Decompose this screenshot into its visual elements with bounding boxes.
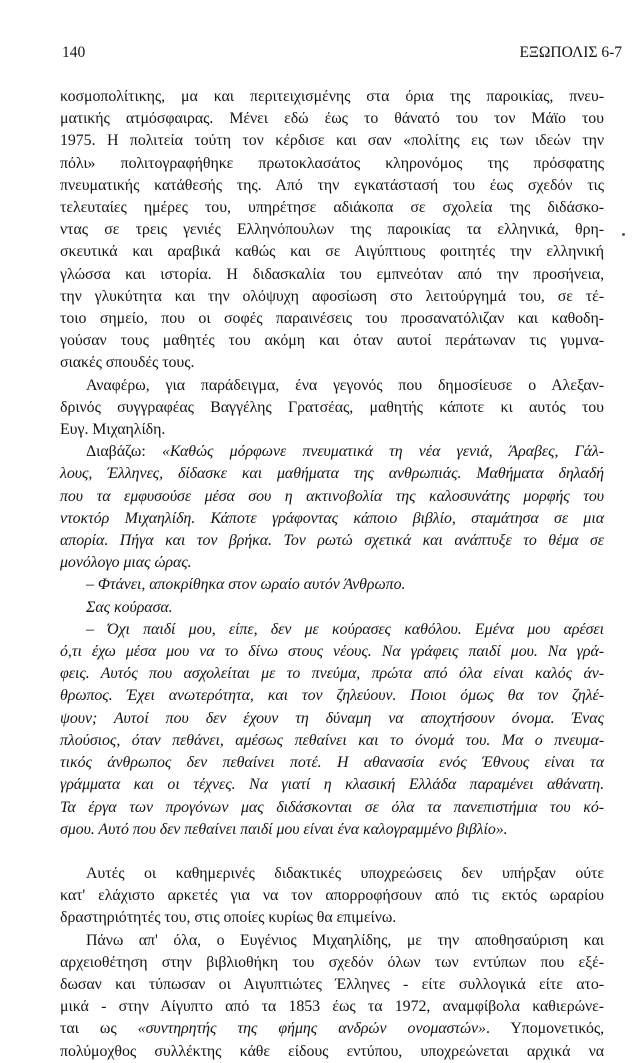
text-line: λους, Έλληνες, δίδασκε και μαθήματα της ανθρωπιάς. Μαθήματα δηλαδή bbox=[60, 465, 604, 483]
text-line: πολύμοχθος συλλέκτης κάθε είδους εντύπου, υποχρεώνεται αρχικά να bbox=[60, 1042, 604, 1060]
text-line: Πάνω απ' όλα, ο Ευγένιος Μιχαηλίδης, με την αποθησαύριση και bbox=[86, 931, 604, 949]
text-line: σιακές σπουδές τους. bbox=[60, 354, 195, 372]
text-line: δρινός συγγραφέας Βαγγέλης Γρατσέας, μαθητής κάποτε κι αυτός του bbox=[60, 398, 604, 416]
paragraph-gap bbox=[60, 841, 604, 863]
text-line: πόλι» πολιτογραφήθηκε πρωτοκλασάτος κληρονόμος της πρόσφατης bbox=[60, 154, 604, 172]
text-line: – Φτάνει, αποκρίθηκα στον ωραίο αυτόν Άνθρωπο. bbox=[86, 576, 406, 594]
text-line: τοιο σημείο, που οι σοφές παραινέσεις του προσανατόλιζαν και καθοδη- bbox=[60, 310, 604, 328]
text-line: θρωπος. Έχει ανωτερότητα, και τον ζηλεύουν. Ποιοι όμως θα τον ζηλέ- bbox=[60, 687, 604, 705]
text-line: πλούσιος, όταν πεθάνει, αμέσως πεθαίνει και το όνομά του. Μα ο πνευμα- bbox=[60, 731, 604, 749]
text-line: μονόλογο μιας ώρας. bbox=[60, 554, 192, 572]
text-line: Αυτές οι καθημερινές διδακτικές υποχρεώσεις δεν υπήρξαν ούτε bbox=[86, 864, 604, 882]
page-number: 140 bbox=[62, 44, 86, 61]
text-line: τικός άνθρωπος δεν πεθαίνει ποτέ. Η αθανασία ενός Έθνους είναι τα bbox=[60, 754, 604, 772]
text-line: Ευγ. Μιχαηλίδη. bbox=[60, 421, 166, 439]
text-line: που τα εμφυσούσε μέσα σου η ακτινοβολία της καλοσυνάτης μορφής του bbox=[60, 487, 604, 505]
text-line: σμου. Αυτό που δεν πεθαίνει παιδί μου είναι ένα καλογραμμένο βιβλίο». bbox=[60, 820, 508, 838]
text-line: πνευματικής κατάθεσής της. Από την εγκατάστασή του έως σχεδόν τις bbox=[60, 176, 604, 194]
text-line: Τα έργα των προγόνων μας διδάσκονται σε όλα τα πανεπιστήμια του κό- bbox=[60, 798, 604, 816]
text-line: Σας κούρασα. bbox=[86, 598, 173, 616]
text-line: μικά - στην Αίγυπτο από τα 1853 έως τα 1972, αναμφίβολα καθιερώνε- bbox=[60, 998, 604, 1016]
text-line: γράμματα και οι τέχνες. Να γιατί η κλασική Ελλάδα παραμένει αθάνατη. bbox=[60, 776, 604, 794]
text-line: Αναφέρω, για παράδειγμα, ένα γεγονός που δημοσίευσε ο Αλεξαν- bbox=[86, 376, 604, 394]
text-line: φεις. Αυτός που ασχολείται με το πνεύμα, πρώτα από όλα είναι καλός άν- bbox=[60, 665, 604, 683]
text-line: απορία. Πήγα και τον βρήκα. Τον ρωτώ σχετικά και ανάπτυξε το θέμα σε bbox=[60, 532, 604, 550]
text-line: δραστηριότητές του, στις οποίες κυρίως θα επιμείνω. bbox=[60, 909, 397, 927]
text-line: κοσμοπολίτικης, μα και περιτειχισμένης στα όρια της παροικίας, πνευ- bbox=[60, 88, 604, 105]
text-line: δωσαν και τύπωσαν οι Αιγυπτιώτες Έλληνες - είτε συλλογικά είτε ατο- bbox=[60, 975, 604, 993]
text-line: Διαβάζω: «Καθώς μόρφωνε πνευματικά τη νέα γενιά, Άραβες, Γάλ- bbox=[86, 443, 604, 461]
margin-speck bbox=[622, 233, 625, 236]
text-line: τελευταίες ημέρες του, υπηρέτησε αδιάκοπα σε σχολεία της διδάσκο- bbox=[60, 199, 604, 217]
body-text bbox=[60, 86, 604, 1063]
text-line: την γλυκύτητα και την ολόψυχη αφοσίωση στο λειτούργημά του, σε τέ- bbox=[60, 287, 604, 305]
text-line: ό,τι έχω μέσα μου να το δίνω στους νέους. Να γράφεις παιδί μου. Να γρά- bbox=[60, 643, 604, 661]
text-line: ντοκτόρ Μιχαηλίδη. Κάποτε γράφοντας κάποιο βιβλίο, σταμάτησα σε μια bbox=[60, 509, 604, 527]
text-line: κατ' ελάχιστο αρκετές για να τον απορροφήσουν από τις εκτός ωραρίου bbox=[60, 887, 604, 905]
text-line: – Όχι παιδί μου, είπε, δεν με κούρασες καθόλου. Εμένα μου αρέσει bbox=[86, 620, 604, 638]
running-title: ΕΞΩΠΟΛΙΣ 6-7 bbox=[519, 44, 622, 61]
text-line: 1975. Η πολιτεία τούτη τον κέρδισε και σαν «πολίτης εις των ιδεών την bbox=[60, 132, 604, 150]
text-line: αρχειοθέτηση στην βιβλιοθήκη του σχεδόν όλων των εντύπων που εξέ- bbox=[60, 953, 604, 971]
text-line: ψουν; Αυτοί που δεν έχουν τη δύναμη να αποχτήσουν όνομα. Ένας bbox=[60, 709, 604, 727]
text-line: ματικής ατμόσφαιρας. Μένει εδώ έως το θάνατό του τον Μάϊο του bbox=[60, 110, 604, 128]
text-line: ται ως «συντηρητής της φήμης ανδρών ονομαστών». Υπομονετικός, bbox=[60, 1020, 605, 1038]
text-line: ντας σε τρεις γενιές Ελληνόπουλων της παροικίας τα ελληνικά, θρη- bbox=[60, 221, 604, 239]
text-line: σκευτικά και αραβικά καθώς και σε Αιγύπτιους φοιτητές την ελληνική bbox=[60, 243, 604, 261]
page-header bbox=[62, 44, 622, 66]
text-line: γούσαν τους μαθητές του ακόμη και όταν αυτοί περάτωναν τις γυμνα- bbox=[60, 332, 604, 350]
text-line: γλώσσα και ιστορία. Η διδασκαλία του εμπνεόταν από την προσήνεια, bbox=[60, 265, 604, 283]
